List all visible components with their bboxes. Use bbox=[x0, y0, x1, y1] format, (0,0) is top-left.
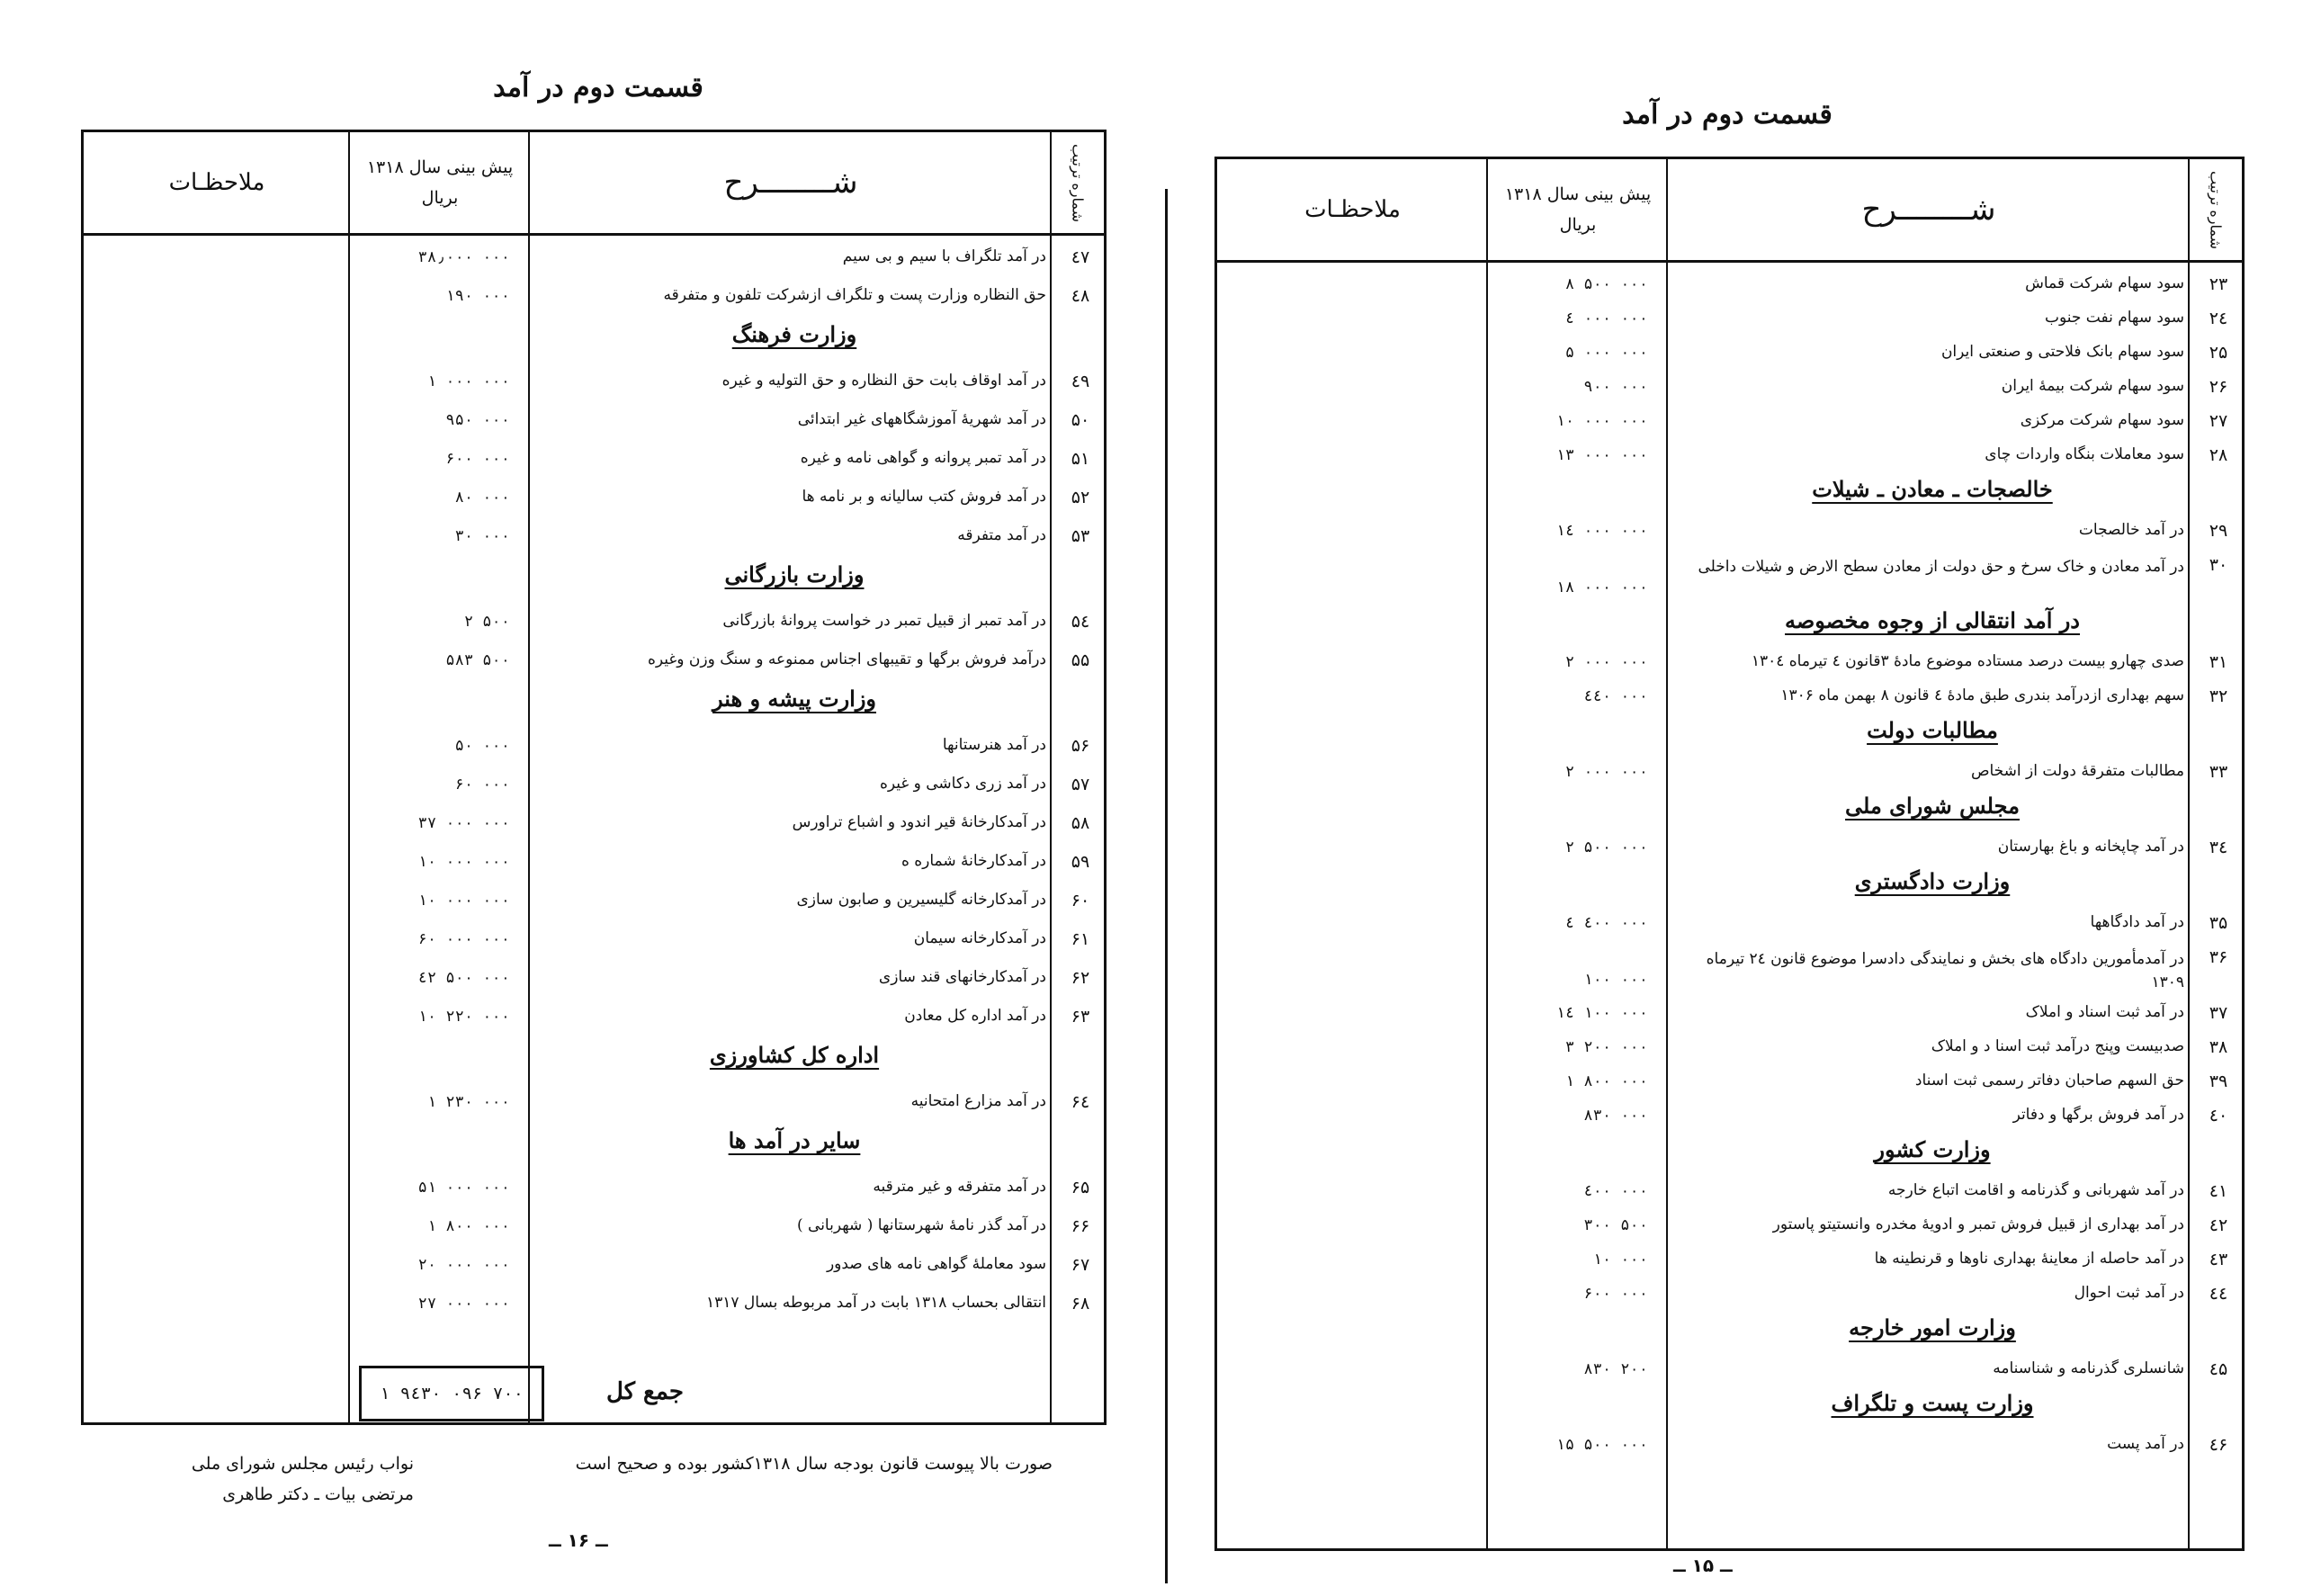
row-description: شانسلری گذرنامه و شناسنامه bbox=[1993, 1359, 2184, 1377]
row-description: حق السهم صاحبان دفاتر رسمی ثبت اسناد bbox=[1914, 1071, 2184, 1089]
section-title: وزارت فرهنگ bbox=[731, 321, 857, 347]
row-number: ٤۰ bbox=[2209, 1106, 2228, 1125]
row-number: ۳۲ bbox=[2209, 686, 2228, 706]
row-description: در آمدکارخانه گلیسیرین و صابون سازی bbox=[796, 891, 1046, 909]
table-body bbox=[84, 233, 1104, 1422]
header-remarks: ملاحظـات bbox=[1304, 196, 1401, 223]
row-amount: ۱ ۸۰۰ ۰۰۰ bbox=[1564, 1072, 1648, 1090]
row-description: در آمد پست bbox=[2107, 1435, 2184, 1453]
row-number: ۲٤ bbox=[2209, 309, 2228, 328]
row-amount: ۱۰ ۰۰۰ bbox=[1592, 1251, 1648, 1269]
row-description: در آمد شهربانی و گذرنامه و اقامت اتباع خارجه bbox=[1887, 1181, 2184, 1199]
row-amount: ۵۸۳ ۵۰۰ bbox=[445, 651, 510, 669]
section-heading bbox=[84, 1042, 1104, 1069]
row-number: ۳۳ bbox=[2209, 762, 2228, 782]
row-number: ٤۲ bbox=[2209, 1215, 2228, 1235]
row-description: در آمد ثبت احوال bbox=[2074, 1284, 2184, 1302]
row-amount: ۱۵ ۵۰۰ ۰۰۰ bbox=[1555, 1436, 1648, 1454]
table-row bbox=[84, 647, 1104, 674]
row-description: سهم بهداری ازدرآمد بندری طبق مادهٔ ٤ قانون ۸ بهمن ماه ۱۳۰۶ bbox=[1780, 686, 2184, 704]
row-number: ۳۹ bbox=[2209, 1071, 2228, 1091]
table-row bbox=[1217, 339, 2242, 366]
row-number: ۵۲ bbox=[1071, 488, 1090, 507]
row-amount: ۱۸ ۰۰۰ ۰۰۰ bbox=[1555, 578, 1648, 596]
row-amount: ۱ ۸۰۰ ۰۰۰ bbox=[426, 1217, 510, 1235]
section-title: مجلس شورای ملی bbox=[1845, 793, 2020, 819]
row-number: ۶۷ bbox=[1071, 1255, 1090, 1275]
section-heading bbox=[1217, 868, 2242, 895]
row-description: در آمد شهریهٔ آموزشگاههای غیر ابتدائی bbox=[797, 410, 1046, 428]
table-row bbox=[1217, 373, 2242, 400]
row-description: در آمدکارخانهٔ قیر اندود و اشباع تراورس bbox=[792, 813, 1046, 831]
section-heading bbox=[1217, 1390, 2242, 1417]
row-number: ۵۳ bbox=[1071, 526, 1090, 546]
header-description: شــــــــرح bbox=[1861, 192, 1996, 228]
table-row bbox=[84, 484, 1104, 511]
table-row bbox=[1217, 551, 2242, 602]
row-number: ۳۱ bbox=[2209, 652, 2228, 672]
signatory-names: مرتضی بیات ـ دکتر طاهری bbox=[222, 1484, 414, 1504]
row-description: در آمدکارخانهٔ شماره ه bbox=[901, 852, 1046, 870]
table-row bbox=[1217, 442, 2242, 469]
row-description: درآمد فروش برگها و تقیبهای اجناس ممنوعه و سنگ وزن وغیره bbox=[648, 650, 1046, 668]
row-number: ٤۱ bbox=[2209, 1181, 2228, 1201]
table-row bbox=[84, 926, 1104, 953]
row-number: ۵٤ bbox=[1071, 612, 1090, 632]
certification-text: صورت بالا پیوست قانون بودجه سال ۱۳۱۸کشور بوده و صحیح است bbox=[575, 1454, 1053, 1474]
row-description: سود معاملهٔ گواهی نامه های صدور bbox=[826, 1255, 1046, 1273]
row-amount: ۶۰۰ ۰۰۰ bbox=[1583, 1285, 1648, 1303]
row-description: در آمد بهداری از قبیل فروش تمبر و ادویهٔ مخدره وانستیتو پاستور bbox=[1772, 1215, 2184, 1233]
table-row bbox=[1217, 944, 2242, 994]
row-amount: ۲ ۰۰۰ ۰۰۰ bbox=[1564, 763, 1648, 781]
table-row bbox=[1217, 834, 2242, 861]
header-number: شماره ترتیب bbox=[1069, 143, 1087, 222]
table-row bbox=[1217, 271, 2242, 298]
table-row bbox=[84, 1089, 1104, 1116]
row-description: در آمد چاپخانه و باغ بهارستان bbox=[1997, 838, 2184, 856]
row-description: در آمد ثبت اسناد و املاک bbox=[2025, 1003, 2184, 1021]
row-description: در آمد تمبر از قبیل تمبر در خواست پروانهٔ بازرگانی bbox=[722, 612, 1046, 630]
table-row bbox=[1217, 758, 2242, 785]
table-row bbox=[1217, 1034, 2242, 1061]
table-row bbox=[84, 848, 1104, 875]
row-amount: ۳۰۰ ۵۰۰ bbox=[1583, 1216, 1648, 1234]
table-row bbox=[1217, 1000, 2242, 1027]
table-row bbox=[84, 368, 1104, 395]
budget-table bbox=[1214, 157, 2245, 1551]
table-row bbox=[84, 1174, 1104, 1201]
row-description: سود سهام نفت جنوب bbox=[2044, 309, 2184, 327]
row-number: ۵۵ bbox=[1071, 650, 1090, 670]
section-title: وزارت دادگستری bbox=[1854, 868, 2011, 894]
row-amount: ۱۰ ۲۲۰ ۰۰۰ bbox=[417, 1008, 510, 1026]
header-projection bbox=[1488, 159, 1668, 260]
row-description: در آمد تلگراف با سیم و بی سیم bbox=[842, 247, 1046, 265]
section-heading bbox=[1217, 1136, 2242, 1163]
header-projection-unit: بریال bbox=[421, 188, 459, 208]
row-number: ۳۵ bbox=[2209, 913, 2228, 933]
row-amount: ۲ ۵۰۰ bbox=[463, 613, 510, 631]
table-row bbox=[1217, 910, 2242, 937]
header-projection bbox=[350, 132, 530, 233]
row-amount: ۳ ۲۰۰ ۰۰۰ bbox=[1564, 1038, 1648, 1056]
page-number: ــ ۱۶ ــ bbox=[549, 1529, 608, 1551]
section-title: وزارت پیشه و هنر bbox=[712, 686, 877, 712]
table-header bbox=[1217, 159, 2242, 263]
total-label: جمع کل bbox=[605, 1378, 684, 1405]
budget-table bbox=[81, 130, 1107, 1425]
table-row bbox=[84, 244, 1104, 271]
header-description: شــــــــرح bbox=[723, 165, 858, 201]
row-number: ۳۶ bbox=[2209, 947, 2228, 967]
row-description: سود سهام شرکت مرکزی bbox=[2020, 411, 2184, 429]
row-description: در آمد خالصجات bbox=[2078, 521, 2184, 539]
row-number: ۶۱ bbox=[1071, 929, 1090, 949]
table-header bbox=[84, 132, 1104, 236]
row-description: سود سهام بانک فلاحتی و صنعتی ایران bbox=[1940, 343, 2184, 361]
header-projection-year: پیش بینی سال ۱۳۱۸ bbox=[366, 157, 514, 177]
row-description: حق النظاره وزارت پست و تلگراف ازشرکت تلفون و متفرقه bbox=[663, 286, 1046, 304]
table-row bbox=[1217, 1246, 2242, 1273]
signatory-title: نواب رئیس مجلس شورای ملی bbox=[191, 1454, 414, 1474]
table-row bbox=[84, 732, 1104, 759]
row-description: در آمد مزارع امتحانیه bbox=[910, 1092, 1046, 1110]
table-row bbox=[84, 1251, 1104, 1278]
row-description: سود سهام شرکت قماش bbox=[2025, 274, 2184, 292]
row-amount: ۶۰۰ ۰۰۰ bbox=[445, 450, 510, 468]
row-number: ۵۹ bbox=[1071, 852, 1090, 872]
row-amount: ۲ ۰۰۰ ۰۰۰ bbox=[1564, 653, 1648, 671]
row-number: ۵۷ bbox=[1071, 775, 1090, 794]
table-row bbox=[1217, 1212, 2242, 1239]
table-row bbox=[84, 771, 1104, 798]
row-number: ٤۵ bbox=[2209, 1359, 2228, 1379]
row-description: در آمد فروش کتب سالیانه و بر نامه ها bbox=[802, 488, 1046, 506]
section-heading bbox=[1217, 717, 2242, 744]
row-number: ٤۳ bbox=[2209, 1250, 2228, 1269]
row-amount: ۱۳ ۰۰۰ ۰۰۰ bbox=[1555, 446, 1648, 464]
row-amount: ۱۰ ۰۰۰ ۰۰۰ bbox=[417, 892, 510, 910]
row-number: ۳۰ bbox=[2209, 555, 2228, 575]
table-row bbox=[84, 1290, 1104, 1317]
row-amount: ۶۰ ۰۰۰ ۰۰۰ bbox=[417, 930, 510, 948]
section-title: در آمد انتقالی از وجوه مخصوصه bbox=[1785, 607, 2080, 633]
row-description: در آمد حاصله از معاینهٔ بهداری ناوها و قرنطینه ها bbox=[1874, 1250, 2184, 1268]
section-heading bbox=[84, 1127, 1104, 1154]
row-description: در آمد فروش برگها و دفاتر bbox=[2012, 1106, 2184, 1124]
row-number: ۲۶ bbox=[2209, 377, 2228, 397]
row-amount: ۲۰ ۰۰۰ ۰۰۰ bbox=[417, 1256, 510, 1274]
row-number: ۲۵ bbox=[2209, 343, 2228, 363]
section-heading bbox=[84, 561, 1104, 588]
table-row bbox=[84, 445, 1104, 472]
total-value: ۱ ۹٤۳۰ ۰۹۶ ۷۰۰ bbox=[359, 1366, 544, 1421]
row-number: ۶۳ bbox=[1071, 1007, 1090, 1027]
row-number: ۶۶ bbox=[1071, 1216, 1090, 1236]
page-number: ــ ۱۵ ــ bbox=[1673, 1555, 1733, 1576]
row-description: صدبیست وپنج درآمد ثبت اسنا د و املاک bbox=[1931, 1037, 2184, 1055]
table-body bbox=[1217, 260, 2242, 1548]
section-heading bbox=[84, 686, 1104, 713]
header-projection-unit: بریال bbox=[1559, 215, 1597, 235]
row-amount: ۵۱ ۰۰۰ ۰۰۰ bbox=[417, 1179, 510, 1197]
table-row bbox=[1217, 1356, 2242, 1383]
row-amount: ۵۰ ۰۰۰ bbox=[454, 737, 510, 755]
table-row bbox=[84, 1213, 1104, 1240]
row-number: ۲۹ bbox=[2209, 521, 2228, 541]
table-row bbox=[84, 964, 1104, 991]
row-amount: ۲ ۵۰۰ ۰۰۰ bbox=[1564, 838, 1648, 856]
row-number: ٤٩ bbox=[1071, 372, 1090, 391]
table-row bbox=[1217, 408, 2242, 435]
table-row bbox=[1217, 305, 2242, 332]
section-heading bbox=[84, 321, 1104, 348]
row-amount: ۳۸٫۰۰۰ ۰۰۰ bbox=[417, 248, 510, 266]
section-title: اداره کل کشاورزی bbox=[709, 1042, 880, 1068]
row-amount: ۱۰۰ ۰۰۰ bbox=[1583, 971, 1648, 989]
row-amount: ٤۰۰ ۰۰۰ bbox=[1583, 1182, 1648, 1200]
row-number: ۵۰ bbox=[1071, 410, 1090, 430]
row-number: ۶۸ bbox=[1071, 1294, 1090, 1314]
row-description: در آمد متفرقه bbox=[957, 526, 1046, 544]
row-amount: ٤ ٤۰۰ ۰۰۰ bbox=[1564, 914, 1648, 932]
row-description: در آمدکارخانه سیمان bbox=[913, 929, 1046, 947]
page-gutter bbox=[1165, 189, 1168, 1583]
section-title: وزارت بازرگانی bbox=[724, 561, 865, 587]
table-row bbox=[1217, 1178, 2242, 1205]
row-description: در آمدکارخانهای قند سازی bbox=[878, 968, 1046, 986]
row-number: ۶٤ bbox=[1071, 1092, 1090, 1112]
table-row bbox=[84, 407, 1104, 434]
row-description: در آمد اوقاف بابت حق النظاره و حق التولیه و غیره bbox=[721, 372, 1046, 390]
row-number: ۳۸ bbox=[2209, 1037, 2228, 1057]
row-description: در آمد معادن و خاک سرخ و حق دولت از معادن سطح الارض و شیلات داخلی bbox=[1698, 558, 2184, 576]
row-amount: ۱۹۰ ۰۰۰ bbox=[445, 287, 510, 305]
row-number: ٤٧ bbox=[1071, 247, 1090, 267]
row-description: در آمد اداره کل معادن bbox=[904, 1007, 1046, 1025]
section-title: سایر در آمد ها bbox=[728, 1127, 861, 1153]
row-amount: ۸۳۰ ۲۰۰ bbox=[1583, 1360, 1648, 1378]
table-row bbox=[1217, 1102, 2242, 1129]
row-amount: ۹۵۰ ۰۰۰ bbox=[445, 411, 510, 429]
row-number: ۲۷ bbox=[2209, 411, 2228, 431]
table-row bbox=[84, 810, 1104, 837]
page-title: قسمت دوم در آمد bbox=[1622, 99, 1833, 130]
row-number: ۲۳ bbox=[2209, 274, 2228, 294]
page-title: قسمت دوم در آمد bbox=[493, 72, 703, 103]
table-row bbox=[1217, 649, 2242, 676]
row-amount: ۱۰ ۰۰۰ ۰۰۰ bbox=[1555, 412, 1648, 430]
section-heading bbox=[1217, 476, 2242, 503]
row-description: در آمد دادگاهها bbox=[2090, 913, 2184, 931]
row-amount: ۲۷ ۰۰۰ ۰۰۰ bbox=[417, 1295, 510, 1313]
row-description: صدی چهارو بیست درصد مستاده موضوع مادهٔ ۳قانون ٤ تیرماه ۱۳۰٤ bbox=[1751, 652, 2184, 670]
section-title: مطالبات دولت bbox=[1867, 717, 1998, 743]
table-row bbox=[1217, 517, 2242, 544]
header-remarks: ملاحظـات bbox=[168, 169, 265, 196]
row-amount: ۱۰ ۰۰۰ ۰۰۰ bbox=[417, 853, 510, 871]
row-amount: ۳۰ ۰۰۰ bbox=[454, 527, 510, 545]
row-amount: ۱٤ ۰۰۰ ۰۰۰ bbox=[1555, 522, 1648, 540]
left-page bbox=[81, 72, 1116, 1583]
row-description: در آمد متفرقه و غیر مترقبه bbox=[873, 1178, 1046, 1196]
row-description: در آمد هنرستانها bbox=[942, 736, 1046, 754]
row-number: ٤٤ bbox=[2209, 1284, 2228, 1304]
row-number: ۳۷ bbox=[2209, 1003, 2228, 1023]
table-row bbox=[1217, 683, 2242, 710]
table-row bbox=[1217, 1280, 2242, 1307]
row-number: ۳٤ bbox=[2209, 838, 2228, 857]
section-title: وزارت کشور bbox=[1874, 1136, 1991, 1162]
row-number: ۶۲ bbox=[1071, 968, 1090, 988]
table-row bbox=[1217, 1068, 2242, 1095]
section-title: خالصجات ـ معادن ـ شیلات bbox=[1812, 476, 2053, 502]
row-amount: ۸ ۵۰۰ ۰۰۰ bbox=[1564, 275, 1648, 293]
section-heading bbox=[1217, 1314, 2242, 1341]
row-number: ۶۰ bbox=[1071, 891, 1090, 910]
row-description: مطالبات متفرقهٔ دولت از اشخاص bbox=[1970, 762, 2184, 780]
row-description: در آمد گذر نامهٔ شهرستانها ( شهربانی ) bbox=[796, 1216, 1046, 1234]
right-page bbox=[1205, 99, 2249, 1583]
row-amount: ۳۷ ۰۰۰ ۰۰۰ bbox=[417, 814, 510, 832]
row-number: ۵۶ bbox=[1071, 736, 1090, 756]
row-amount: ٤٤۰ ۰۰۰ bbox=[1583, 687, 1648, 705]
row-number: ۵۸ bbox=[1071, 813, 1090, 833]
row-amount: ۶۰ ۰۰۰ bbox=[454, 776, 510, 794]
row-amount: ۵ ۰۰۰ ۰۰۰ bbox=[1564, 344, 1648, 362]
row-amount: ۱٤ ۱۰۰ ۰۰۰ bbox=[1555, 1004, 1648, 1022]
row-amount: ۱ ۰۰۰ ۰۰۰ bbox=[426, 372, 510, 390]
row-description: سود سهام شرکت بیمهٔ ایران bbox=[2001, 377, 2184, 395]
row-amount: ۹۰۰ ۰۰۰ bbox=[1583, 378, 1648, 396]
row-number: ٤۶ bbox=[2209, 1435, 2228, 1455]
section-title: وزارت پست و تلگراف bbox=[1831, 1390, 2034, 1416]
row-number: ۲۸ bbox=[2209, 445, 2228, 465]
row-description: انتقالی بحساب ۱۳۱۸ بابت در آمد مربوطه بسال ۱۳۱۷ bbox=[705, 1294, 1046, 1312]
section-heading bbox=[1217, 793, 2242, 820]
row-description: در آمدمأمورین دادگاه های بخش و نمایندگی دادسرا موضوع قانون ۲٤ تیرماه ۱۳۰۹ bbox=[1706, 950, 2184, 991]
table-row bbox=[84, 887, 1104, 914]
table-row bbox=[84, 523, 1104, 550]
table-row bbox=[84, 1003, 1104, 1030]
row-description: در آمد تمبر پروانه و گواهی نامه و غیره bbox=[800, 449, 1046, 467]
signatory-block bbox=[144, 1448, 414, 1510]
row-amount: ۸۳۰ ۰۰۰ bbox=[1583, 1107, 1648, 1125]
row-number: ٤٨ bbox=[1071, 286, 1090, 306]
row-amount: ٤ ۰۰۰ ۰۰۰ bbox=[1564, 309, 1648, 327]
row-amount: ۱ ۲۳۰ ۰۰۰ bbox=[426, 1093, 510, 1111]
row-amount: ۸۰ ۰۰۰ bbox=[454, 489, 510, 507]
section-heading bbox=[1217, 607, 2242, 634]
table-row bbox=[1217, 1431, 2242, 1458]
row-description: سود معاملات بنگاه واردات چای bbox=[1985, 445, 2184, 463]
table-row bbox=[84, 282, 1104, 309]
section-title: وزارت امور خارجه bbox=[1849, 1314, 2016, 1340]
row-description: در آمد زری دکاشی و غیره bbox=[879, 775, 1046, 793]
table-row bbox=[84, 608, 1104, 635]
row-amount: ٤۲ ۵۰۰ ۰۰۰ bbox=[417, 969, 510, 987]
row-number: ۵۱ bbox=[1071, 449, 1090, 469]
header-number: شماره ترتیب bbox=[2207, 170, 2225, 249]
row-number: ۶۵ bbox=[1071, 1178, 1090, 1197]
header-projection-year: پیش بینی سال ۱۳۱۸ bbox=[1504, 184, 1652, 204]
